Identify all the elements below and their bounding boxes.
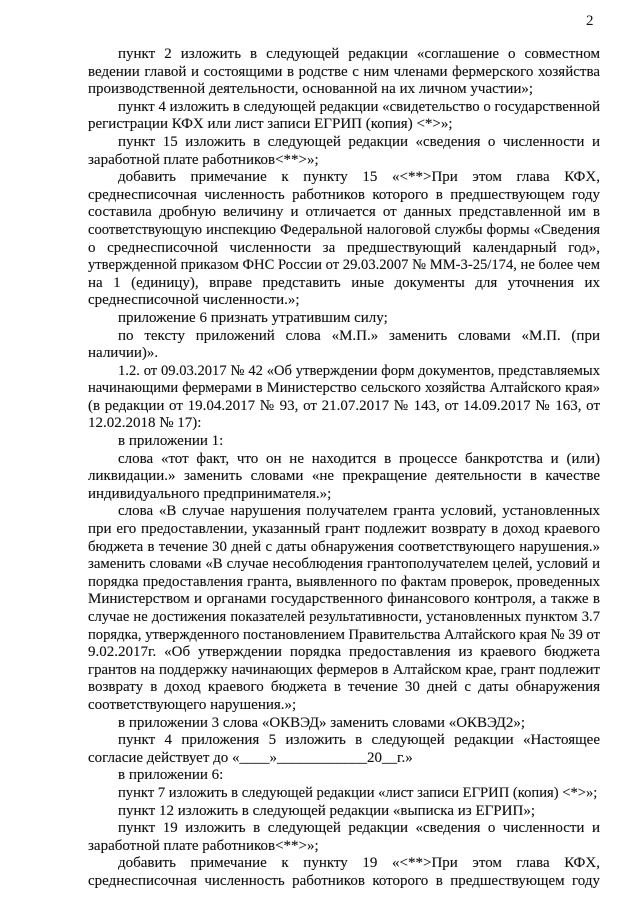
paragraph <box>88 767 600 785</box>
text-line: 9.02.2017г. «Об утверждении порядка предоставления из краевого бюджета <box>88 644 600 661</box>
paragraph <box>88 134 600 169</box>
text-line: бюджета в течение 30 дней с даты обнаружения соответствующего нарушения.» <box>88 538 600 555</box>
text-line: пункт 12 изложить в следующей редакции «выписка из ЕГРИП»; <box>118 802 535 819</box>
page-number: 2 <box>586 13 594 29</box>
text-line: среднесписочная численность работников которого в предшествующем году <box>88 872 600 889</box>
paragraph <box>88 433 600 451</box>
text-line: среднесписочной численности.»; <box>88 292 300 309</box>
text-line: на 1 (единицу), вправе представить иные документы для уточнения их <box>88 274 600 291</box>
text-line: возврату в доход краевого бюджета в течение 30 дней с даты обнаружения <box>88 679 600 696</box>
text-line: согласие действует до «____»____________20__г.» <box>88 749 413 766</box>
paragraph <box>88 820 600 855</box>
text-line: 12.02.2018 № 17): <box>88 415 202 432</box>
text-line: соответствующего нарушения.»; <box>88 696 297 713</box>
paragraph <box>88 855 600 890</box>
text-line: производственной деятельности, основанной на их личном участии»; <box>88 81 534 98</box>
text-line: заменить словами «В случае несоблюдения грантополучателем целей, условий и <box>88 556 600 573</box>
text-line: грантов на поддержку начинающих фермеров в Алтайском крае, грант подлежит <box>88 661 600 678</box>
paragraph <box>88 310 600 328</box>
text-line: пункт 19 изложить в следующей редакции «сведения о численности и <box>118 820 600 837</box>
paragraph <box>88 803 600 821</box>
document-body <box>88 46 600 891</box>
text-line: утвержденной приказом ФНС России от 29.03.2007 № ММ-3-25/174, не более чем <box>88 257 600 274</box>
text-line: порядка предоставления гранта, выявленного по фактам проверок, проведенных <box>88 573 600 590</box>
text-line: составила дробную величину и отличается от данных представленной им в <box>88 204 600 221</box>
paragraph <box>88 503 600 714</box>
paragraph <box>88 785 600 803</box>
text-line: приложение 6 признать утратившим силу; <box>118 309 388 326</box>
text-line: ликвидации.» заменить словами «не прекращение деятельности в качестве <box>88 468 600 485</box>
paragraph <box>88 363 600 433</box>
text-line: начинающими фермерами в Министерство сельского хозяйства Алтайского края» <box>88 380 600 397</box>
text-line: пункт 4 изложить в следующей редакции «свидетельство о государственной <box>118 98 600 115</box>
text-line: пункт 4 приложения 5 изложить в следующей редакции «Настоящее <box>118 732 600 749</box>
paragraph <box>88 451 600 504</box>
paragraph <box>88 99 600 134</box>
text-line: добавить примечание к пункту 15 «<**>При этом глава КФХ, <box>118 169 600 186</box>
text-line: индивидуального предпринимателя.»; <box>88 485 332 502</box>
text-line: регистрации КФХ или лист записи ЕГРИП (копия) <*>»; <box>88 116 453 133</box>
text-line: в приложении 1: <box>118 433 224 450</box>
text-line: в приложении 6: <box>118 767 224 784</box>
paragraph <box>88 732 600 767</box>
text-line: случае не достижения показателей результативности, установленных пунктом 3.7 <box>88 609 600 625</box>
text-line: по тексту приложений слова «М.П.» заменить словами «М.П. (при <box>118 327 600 344</box>
text-line: Министерством и органами государственного финансового контроля, а также в <box>88 591 600 608</box>
paragraph <box>88 169 600 310</box>
text-line: порядка, утвержденного постановлением Правительства Алтайского края № 39 от <box>88 626 600 643</box>
text-line: 1.2. от 09.03.2017 № 42 «Об утверждении форм документов, представляемых <box>118 362 600 379</box>
text-line: в приложении 3 слова «ОКВЭД» заменить словами «ОКВЭД2»; <box>118 714 526 731</box>
text-line: наличии)». <box>88 345 159 362</box>
text-line: пункт 2 изложить в следующей редакции «соглашение о совместном <box>118 46 600 62</box>
text-line: пункт 7 изложить в следующей редакции «лист записи ЕГРИП (копия) <*>»; <box>118 784 598 801</box>
text-line: ведении главой и состоящими в родстве с ним членами фермерского хозяйства <box>88 63 600 80</box>
text-line: добавить примечание к пункту 19 «<**>При этом глава КФХ, <box>118 855 600 872</box>
text-line: (в редакции от 19.04.2017 № 93, от 21.07.2017 № 143, от 14.09.2017 № 163, от <box>88 397 600 414</box>
text-line: слова «В случае нарушения получателем гранта условий, установленных <box>118 503 600 520</box>
text-line: пункт 15 изложить в следующей редакции «сведения о численности и <box>118 133 600 150</box>
paragraph <box>88 46 600 99</box>
text-line: заработной плате работников<**>»; <box>88 837 319 854</box>
text-line: о среднесписочной численности за предшествующий календарный год», <box>88 239 600 256</box>
text-line: соответствующую инспекцию Федеральной налоговой службы формы «Сведения <box>88 221 600 238</box>
paragraph <box>88 328 600 363</box>
paragraph <box>88 715 600 733</box>
text-line: слова «тот факт, что он не находится в процессе банкротства и (или) <box>118 450 600 467</box>
text-line: среднесписочная численность работников которого в предшествующем году <box>88 186 600 203</box>
text-line: заработной плате работников<**>»; <box>88 151 319 168</box>
text-line: при его предоставлении, указанный грант подлежит возврату в доход краевого <box>88 521 600 538</box>
